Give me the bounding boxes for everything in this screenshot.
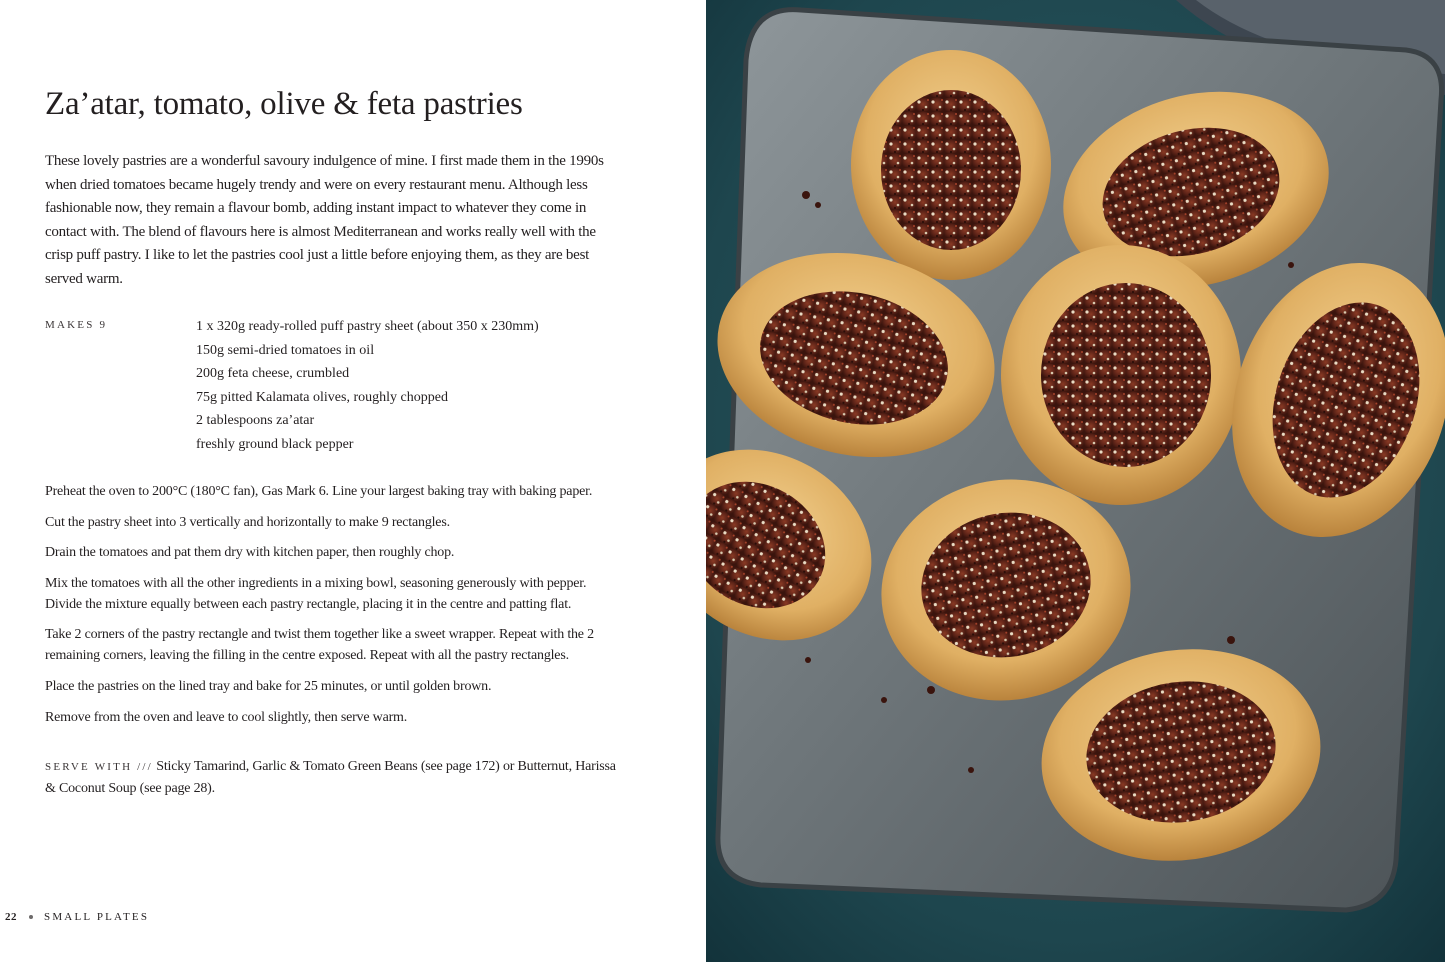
method-step: Cut the pastry sheet into 3 vertically and horizontally to make 9 rectangles. [45, 514, 450, 530]
pastry-4 [1001, 245, 1241, 505]
method-step: Drain the tomatoes and pat them dry with kitchen paper, then roughly chop. [45, 545, 455, 561]
ingredient-item: 1 x 320g ready-rolled puff pastry sheet (about 350 x 230mm) [196, 319, 539, 334]
pastries-photo-illustration [706, 0, 1445, 962]
serve-with-text: Sticky Tamarind, Garlic & Tomato Green Beans (see page 172) or Butternut, Harissa & Coconut Soup (see page 28). [45, 759, 616, 796]
recipe-title: Za’atar, tomato, olive & feta pastries [45, 86, 523, 122]
recipe-intro: These lovely pastries are a wonderful savoury indulgence of mine. I first made them in the 1990s when dried tomatoes became hugely trendy and were on every restaurant menu. Although less fashionable now, they remain a flavour bomb, adding instant impact to whatever they come in contact with. The blend of flavours here is almost Mediterranean and works really well with the crisp puff pastry. I like to let the pastries cool just a little before enjoying them, as they are best served warm. [45, 153, 604, 287]
recipe-page [0, 0, 706, 962]
ingredient-item: 2 tablespoons za’atar [196, 413, 315, 428]
serve-with-label: SERVE WITH /// [45, 761, 153, 773]
method-step: Take 2 corners of the pastry rectangle and twist them together like a sweet wrapper. Repeat with the 2 remaining corners, leaving the filling in the centre exposed. Repeat with all the pastry rectangles. [45, 627, 594, 664]
method-step: Preheat the oven to 200°C (180°C fan), Gas Mark 6. Line your largest baking tray with baking paper. [45, 484, 593, 499]
ingredient-item: 75g pitted Kalamata olives, roughly chopped [196, 389, 448, 405]
ingredients-list [196, 315, 539, 456]
makes-label: MAKES 9 [45, 319, 108, 331]
ingredient-item: freshly ground black pepper [196, 436, 354, 452]
ingredient-item: 150g semi-dried tomatoes in oil [196, 342, 375, 358]
ingredient-item: 200g feta cheese, crumbled [196, 366, 350, 381]
method-steps [45, 481, 605, 737]
method-step: Place the pastries on the lined tray and bake for 25 minutes, or until golden brown. [45, 678, 492, 694]
bullet-separator [29, 915, 33, 919]
page-footer [5, 911, 149, 923]
section-name: SMALL PLATES [44, 911, 150, 923]
pastry-1 [851, 50, 1051, 280]
page-number: 22 [5, 911, 17, 923]
serve-with-note [45, 756, 625, 799]
recipe-photo [706, 0, 1445, 962]
method-step: Remove from the oven and leave to cool slightly, then serve warm. [45, 709, 408, 725]
method-step: Mix the tomatoes with all the other ingredients in a mixing bowl, seasoning generously with pepper. Divide the mixture equally between each pastry rectangle, placing it in the centre and patting flat. [45, 575, 587, 612]
